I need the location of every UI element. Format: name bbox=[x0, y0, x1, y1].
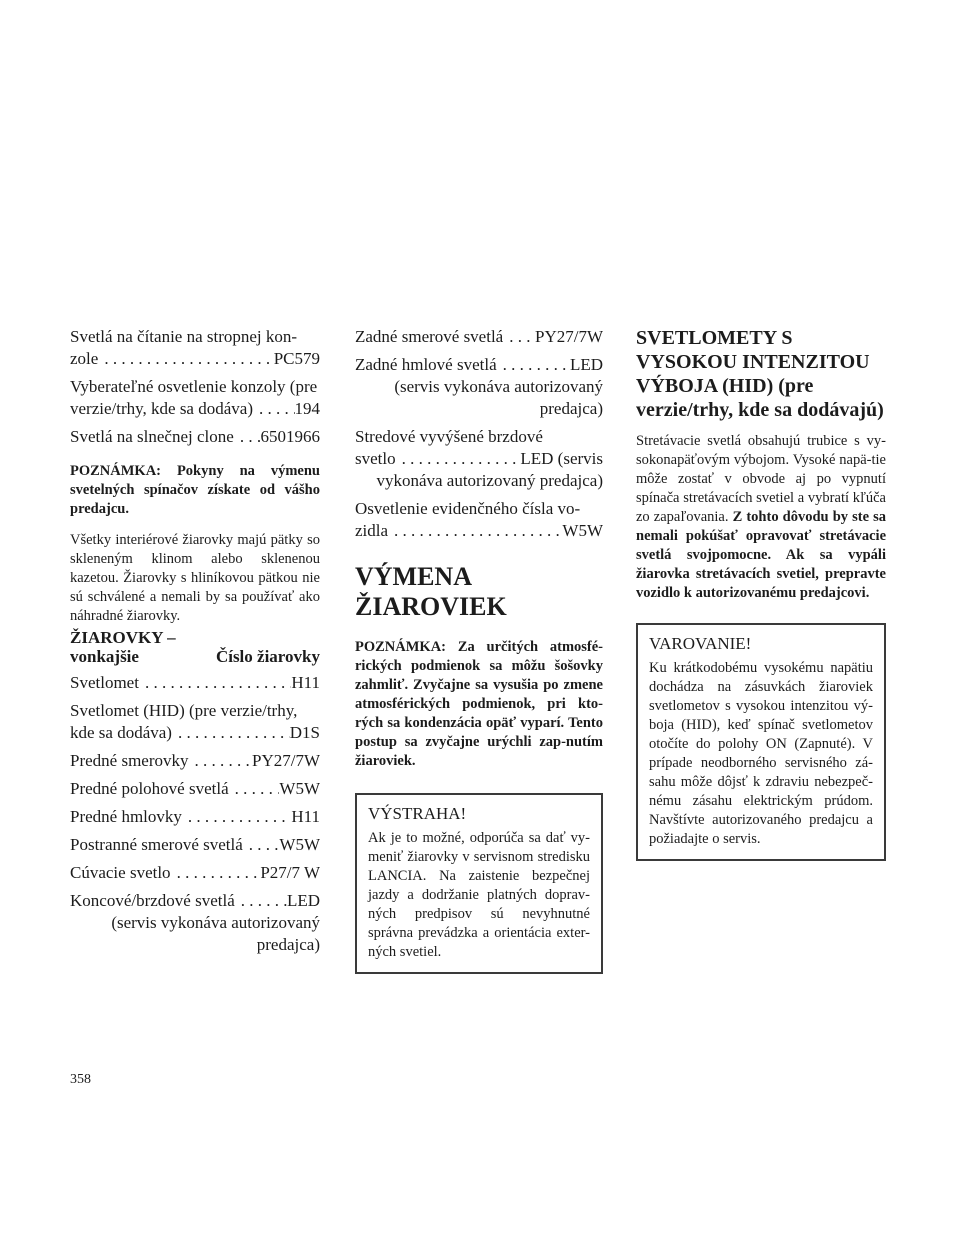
row-pre: Stredové vyvýšené brzdové bbox=[355, 427, 543, 446]
warning-text: Ak je to možné, odporúča sa dať vy-meniť žiarovky v servisnom stredisku LANCIA. Na zaistenie bezpečnej jazdy a dodržanie platných doprav-ných predpisov sú nevyhnutné správna prevádzka a orientácia exter-ných svetiel. bbox=[368, 830, 590, 960]
row-name: Postranné smerové svetlá bbox=[70, 835, 243, 854]
row-name: Koncové/brzdové svetlá bbox=[70, 891, 235, 910]
table-row bbox=[355, 326, 603, 348]
table-row bbox=[70, 862, 320, 884]
row-value: H11 bbox=[291, 673, 320, 692]
table-row bbox=[355, 354, 603, 376]
row-note: (servis vykonáva autorizovaný bbox=[394, 377, 603, 396]
row-name: zidla bbox=[355, 521, 389, 540]
row-value: LED bbox=[569, 355, 603, 374]
item-line: Svetlá na čítanie na stropnej kon- bbox=[70, 327, 298, 346]
warning-box bbox=[355, 793, 603, 974]
row-value: P27/7 W bbox=[260, 863, 320, 882]
item-value: 194 bbox=[294, 399, 320, 418]
row-name: Predné polohové svetlá bbox=[70, 779, 229, 798]
row-note: predajca) bbox=[539, 399, 603, 418]
row-pre: Osvetlenie evidenčného čísla vo- bbox=[355, 499, 581, 518]
table-header bbox=[70, 647, 320, 666]
note-label: POZNÁMKA: bbox=[70, 463, 162, 479]
row-value: LED (servis bbox=[520, 449, 603, 468]
item-line bbox=[70, 348, 320, 370]
note-label: POZNÁMKA: bbox=[355, 639, 447, 655]
paragraph-bold-text: Z tohto dôvodu by ste sa nemali pokúšať opravovať stretávacie svetlá svojpomocne. Ak sa vypáli žiarovka stretávacích svetiel, prepravte vozidlo k autorizovanému predajcovi. bbox=[636, 509, 886, 601]
row-name: Cúvacie svetlo bbox=[70, 863, 171, 882]
row-name: Zadné hmlové svetlá bbox=[355, 355, 497, 374]
section-heading: SVETLOMETY S VYSOKOU INTENZITOU VÝBOJA (HID) (pre verzie/trhy, kde sa dodávajú) bbox=[636, 327, 884, 421]
section-heading: VÝMENA ŽIAROVIEK bbox=[355, 562, 507, 621]
item-line: Vyberateľné osvetlenie konzoly (pre bbox=[70, 377, 318, 396]
paragraph: Všetky interiérové žiarovky majú pätky so skleneným klinom alebo sklenenou kazetou. Žiarovky s hliníkovou pätkou nie sú schválené a nemali by sa používať ako náhradné žiarovky. bbox=[70, 532, 320, 624]
row-value: W5W bbox=[279, 835, 320, 854]
table-header-left: vonkajšie bbox=[70, 647, 139, 666]
row-name: Svetlomet bbox=[70, 673, 139, 692]
row-note: (servis vykonáva autorizovaný bbox=[111, 913, 320, 932]
table-header-right: Číslo žiarovky bbox=[215, 647, 320, 666]
row-note: predajca) bbox=[256, 935, 320, 954]
item-value: 6501966 bbox=[260, 427, 320, 446]
table-row bbox=[70, 672, 320, 694]
row-name: svetlo bbox=[355, 449, 396, 468]
paragraph-text: Stretávacie svetlá obsahujú trubice s vy-sokonapäťovým výbojom. Vysoké napä-tie môže zostať v obvode aj po vypnutí spínača stretávacích svetiel a vybratí kľúča zo zapaľovania. bbox=[636, 433, 886, 525]
note bbox=[355, 638, 603, 771]
row-name: Zadné smerové svetlá bbox=[355, 327, 504, 346]
row-value: D1S bbox=[289, 723, 320, 742]
row-value: PY27/7W bbox=[252, 751, 320, 770]
table-row bbox=[70, 890, 320, 912]
row-name: Predné hmlovky bbox=[70, 807, 182, 826]
paragraph bbox=[636, 432, 886, 603]
table-row bbox=[70, 806, 320, 828]
table-row bbox=[70, 750, 320, 772]
note bbox=[70, 462, 320, 519]
row-value: W5W bbox=[279, 779, 320, 798]
table-row bbox=[70, 778, 320, 800]
row-note: vykonáva autorizovaný predajca) bbox=[376, 471, 603, 490]
column-2 bbox=[355, 326, 603, 974]
table-title bbox=[70, 628, 320, 647]
row-name: kde sa dodáva) bbox=[70, 723, 172, 742]
row-pre: Svetlomet (HID) (pre verzie/trhy, bbox=[70, 701, 298, 720]
table-row bbox=[355, 520, 603, 542]
item-line bbox=[70, 426, 320, 448]
row-value: H11 bbox=[291, 807, 320, 826]
note-text: Pokyny na výmenu svetelných spínačov získate od vášho predajcu. bbox=[70, 463, 320, 517]
table-row bbox=[355, 448, 603, 470]
row-value: W5W bbox=[562, 521, 603, 540]
column-1 bbox=[70, 326, 320, 956]
table-title-text: ŽIAROVKY – bbox=[70, 628, 176, 647]
page-number: 358 bbox=[70, 1072, 91, 1087]
warning-text: Ku krátkodobému vysokému napätiu dochádza na zásuvkách žiaroviek svetlometov s vysokou intenzitou vý-boja (HID), keď spínač svetlometov otočíte do polohy ON (Zapnuté). V prípade neodborného servisného zá-sahu môže dôjsť k zdraviu nebezpeč-nému zásahu elektrickým prúdom. Navštívte autorizovaného predajcu a požiadajte o servis. bbox=[649, 660, 873, 847]
row-value: PY27/7W bbox=[535, 327, 603, 346]
table-row bbox=[70, 834, 320, 856]
column-3 bbox=[636, 326, 886, 861]
row-name: Predné smerovky bbox=[70, 751, 189, 770]
item-value: PC579 bbox=[273, 349, 320, 368]
table-row bbox=[70, 722, 320, 744]
warning-title: VÝSTRAHA! bbox=[368, 804, 467, 823]
item-name: zole bbox=[70, 349, 99, 368]
item-line bbox=[70, 398, 320, 420]
item-name: verzie/trhy, kde sa dodáva) bbox=[70, 399, 253, 418]
warning-title: VAROVANIE! bbox=[649, 634, 752, 653]
item-name: Svetlá na slnečnej clone bbox=[70, 427, 234, 446]
row-value: LED bbox=[286, 891, 320, 910]
note-text: Za určitých atmosfé-rických podmienok sa môžu šošovky zahmliť. Zvyčajne sa vysušia po zmene atmosférických podmienok, pri kto-rých sa kondenzácia opäť vyparí. Tento postup sa zvyčajne urýchli zap-nutím žiaroviek. bbox=[355, 639, 604, 769]
warning-box bbox=[636, 623, 886, 861]
